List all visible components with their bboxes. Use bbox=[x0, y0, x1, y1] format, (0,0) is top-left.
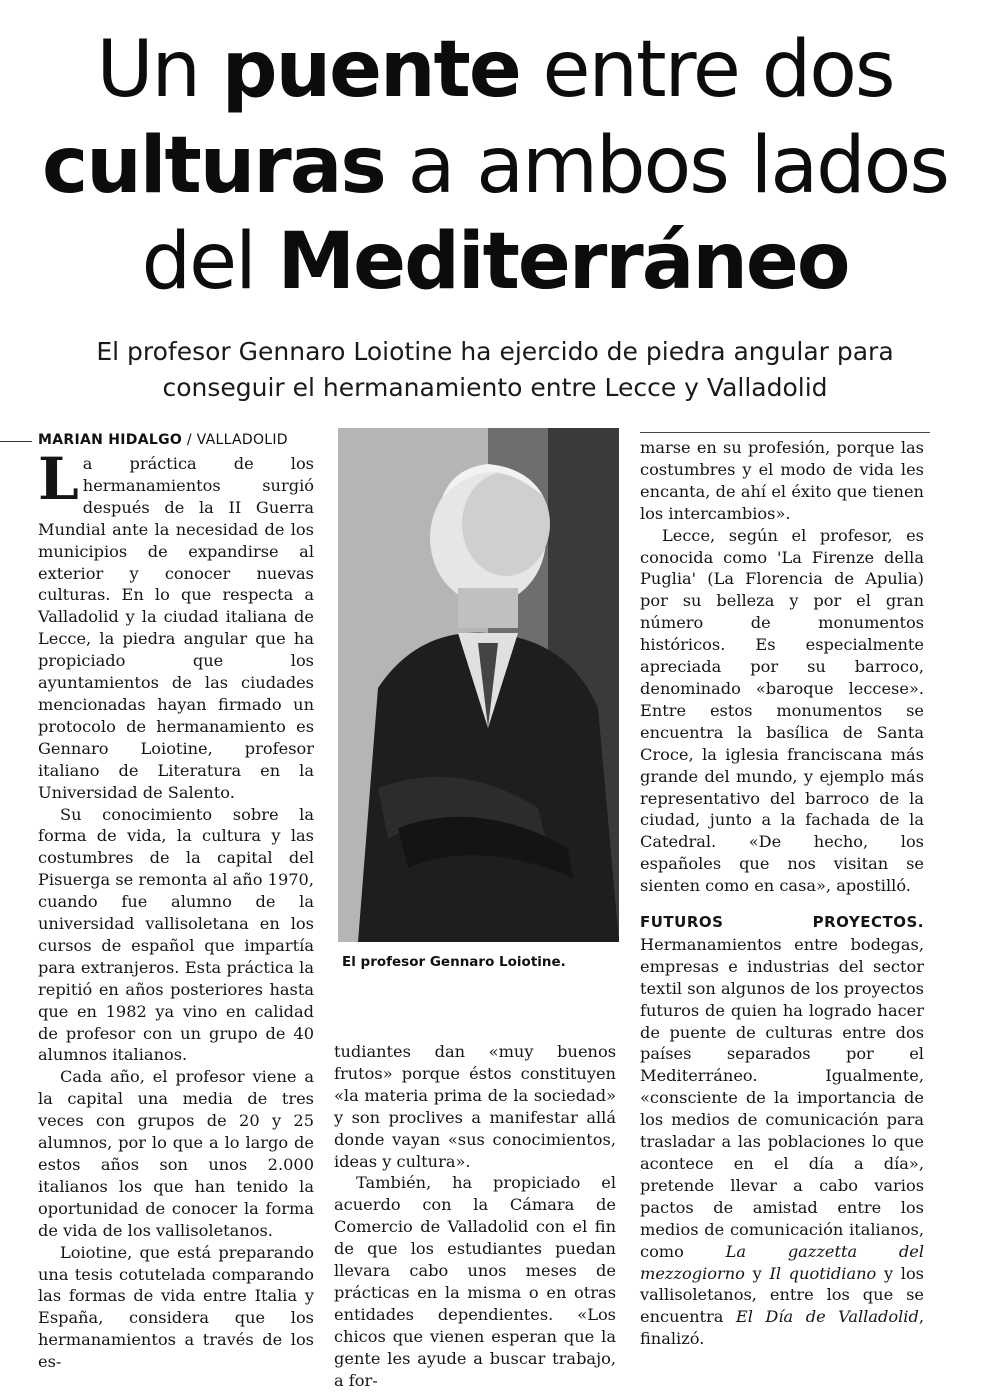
body-paragraph: Loiotine, que está preparando una tesis cotutelada comparando las formas de vida entre Italia y España, considera que los hermanamientos a través de los es- bbox=[38, 1242, 314, 1372]
section-heading: FUTUROS PROYECTOS. bbox=[640, 913, 924, 932]
publication-name: El Día de Valladolid bbox=[735, 1307, 919, 1327]
dateline-place: / VALLADOLID bbox=[186, 432, 288, 448]
divider bbox=[640, 432, 930, 433]
body-paragraph: Lecce, según el profesor, es conocida como 'La Firenze della Puglia' (La Florencia de Apulia) por su belleza y por el gran número de monumentos históricos. Es especialmente apreciada por su barroco, denominado «baroque leccese». Entre estos monumentos se encuentra la basílica de Santa Croce, la iglesia franciscana más grande del mundo, y ejemplo más representativo del barroco de la ciudad, junto a la fachada de la Catedral. «De hecho, los españoles que nos visitan se sienten como en casa», apostilló. bbox=[640, 525, 924, 896]
publication-name: La gazzetta del mezzogiorno bbox=[640, 1241, 925, 1283]
article-column-2 bbox=[334, 1041, 616, 1392]
body-paragraph: tudiantes dan «muy buenos frutos» porque éstos constituyen «la materia prima de la sociedad» y son proclives a manifestar allá donde vayan «sus conocimientos, ideas y cultura». bbox=[334, 1042, 616, 1171]
body-paragraph: FUTUROS PROYECTOS. Hermanamientos entre bodegas, empresas e industrias del sector textil son algunos de los proyectos futuros de quien ha logrado hacer de puente de culturas entre dos países separados por el Mediterráneo. Igualmente, «consciente de la importancia de los medios de comunicación para trasladar a las poblaciones lo que acontece en el día a día», pretende llevar a cabo varios pactos de amistad entre los medios de comunicación italianos, como La gazzetta del mezzogiorno y Il quotidiano y los vallisoletanos, entre los que se encuentra El Día de Valladolid, finalizó. bbox=[640, 913, 925, 1349]
body-paragraph: También, ha propiciado el acuerdo con la Cámara de Comercio de Valladolid con el fin de que los estudiantes puedan llevara cabo unos meses de prácticas en la misma o en otras entidades dependientes. «Los chicos que vienen esperan que la gente les ayude a buscar trabajo, a for- bbox=[334, 1173, 616, 1390]
article-column-1 bbox=[38, 445, 314, 1373]
drop-cap: L bbox=[38, 445, 79, 513]
publication-name: Il quotidiano bbox=[769, 1263, 877, 1283]
portrait-illustration bbox=[338, 428, 619, 942]
body-paragraph: Su conocimiento sobre la forma de vida, la cultura y las costumbres de la capital del Pisuerga se remonta al año 1970, cuando fue alumno de la universidad vallisoletana en los cursos de español que impartía para extranjeros. Esta práctica la repitió en años posteriores hasta que en 1982 ya vino en calidad de profesor con un grupo de 40 alumnos italianos. bbox=[38, 804, 314, 1065]
body-paragraph: La práctica de los hermanamientos surgió después de la II Guerra Mundial ante la necesidad de los municipios de expandirse al exterior y conocer nuevas culturas. En lo que respecta a Valladolid y la ciudad italiana de Lecce, la piedra angular que ha propiciado que los ayuntamientos de las ciudades mencionadas hayan firmado un protocolo de hermanamiento es Gennaro Loiotine, profesor italiano de Literatura en la Universidad de Salento. bbox=[38, 445, 314, 802]
body-paragraph: Cada año, el profesor viene a la capital una media de tres veces con grupos de 20 y 25 alumnos, por lo que a lo largo de estos años son unos 2.000 italianos los que han tenido la oportunidad de conocer la forma de vida de los vallisoletanos. bbox=[38, 1067, 314, 1240]
headline-line-3: del Mediterráneo bbox=[141, 217, 849, 307]
headline-line-1: Un puente entre dos bbox=[96, 25, 894, 115]
subhead-line-1: El profesor Gennaro Loiotine ha ejercido de piedra angular para bbox=[96, 337, 894, 366]
divider bbox=[0, 441, 32, 442]
subhead-line-2: conseguir el hermanamiento entre Lecce y Valladolid bbox=[162, 373, 828, 402]
portrait-photo bbox=[338, 428, 619, 942]
headline bbox=[30, 22, 960, 310]
article-column-3 bbox=[640, 437, 924, 1350]
photo-caption: El profesor Gennaro Loiotine. bbox=[342, 954, 566, 970]
body-paragraph: marse en su profesión, porque las costumbres y el modo de vida les encanta, de ahí el éxito que tienen los intercambios». bbox=[640, 438, 924, 523]
headline-line-2: culturas a ambos lados bbox=[41, 121, 949, 211]
subheadline bbox=[40, 334, 950, 406]
author-name: MARIAN HIDALGO bbox=[38, 432, 183, 448]
